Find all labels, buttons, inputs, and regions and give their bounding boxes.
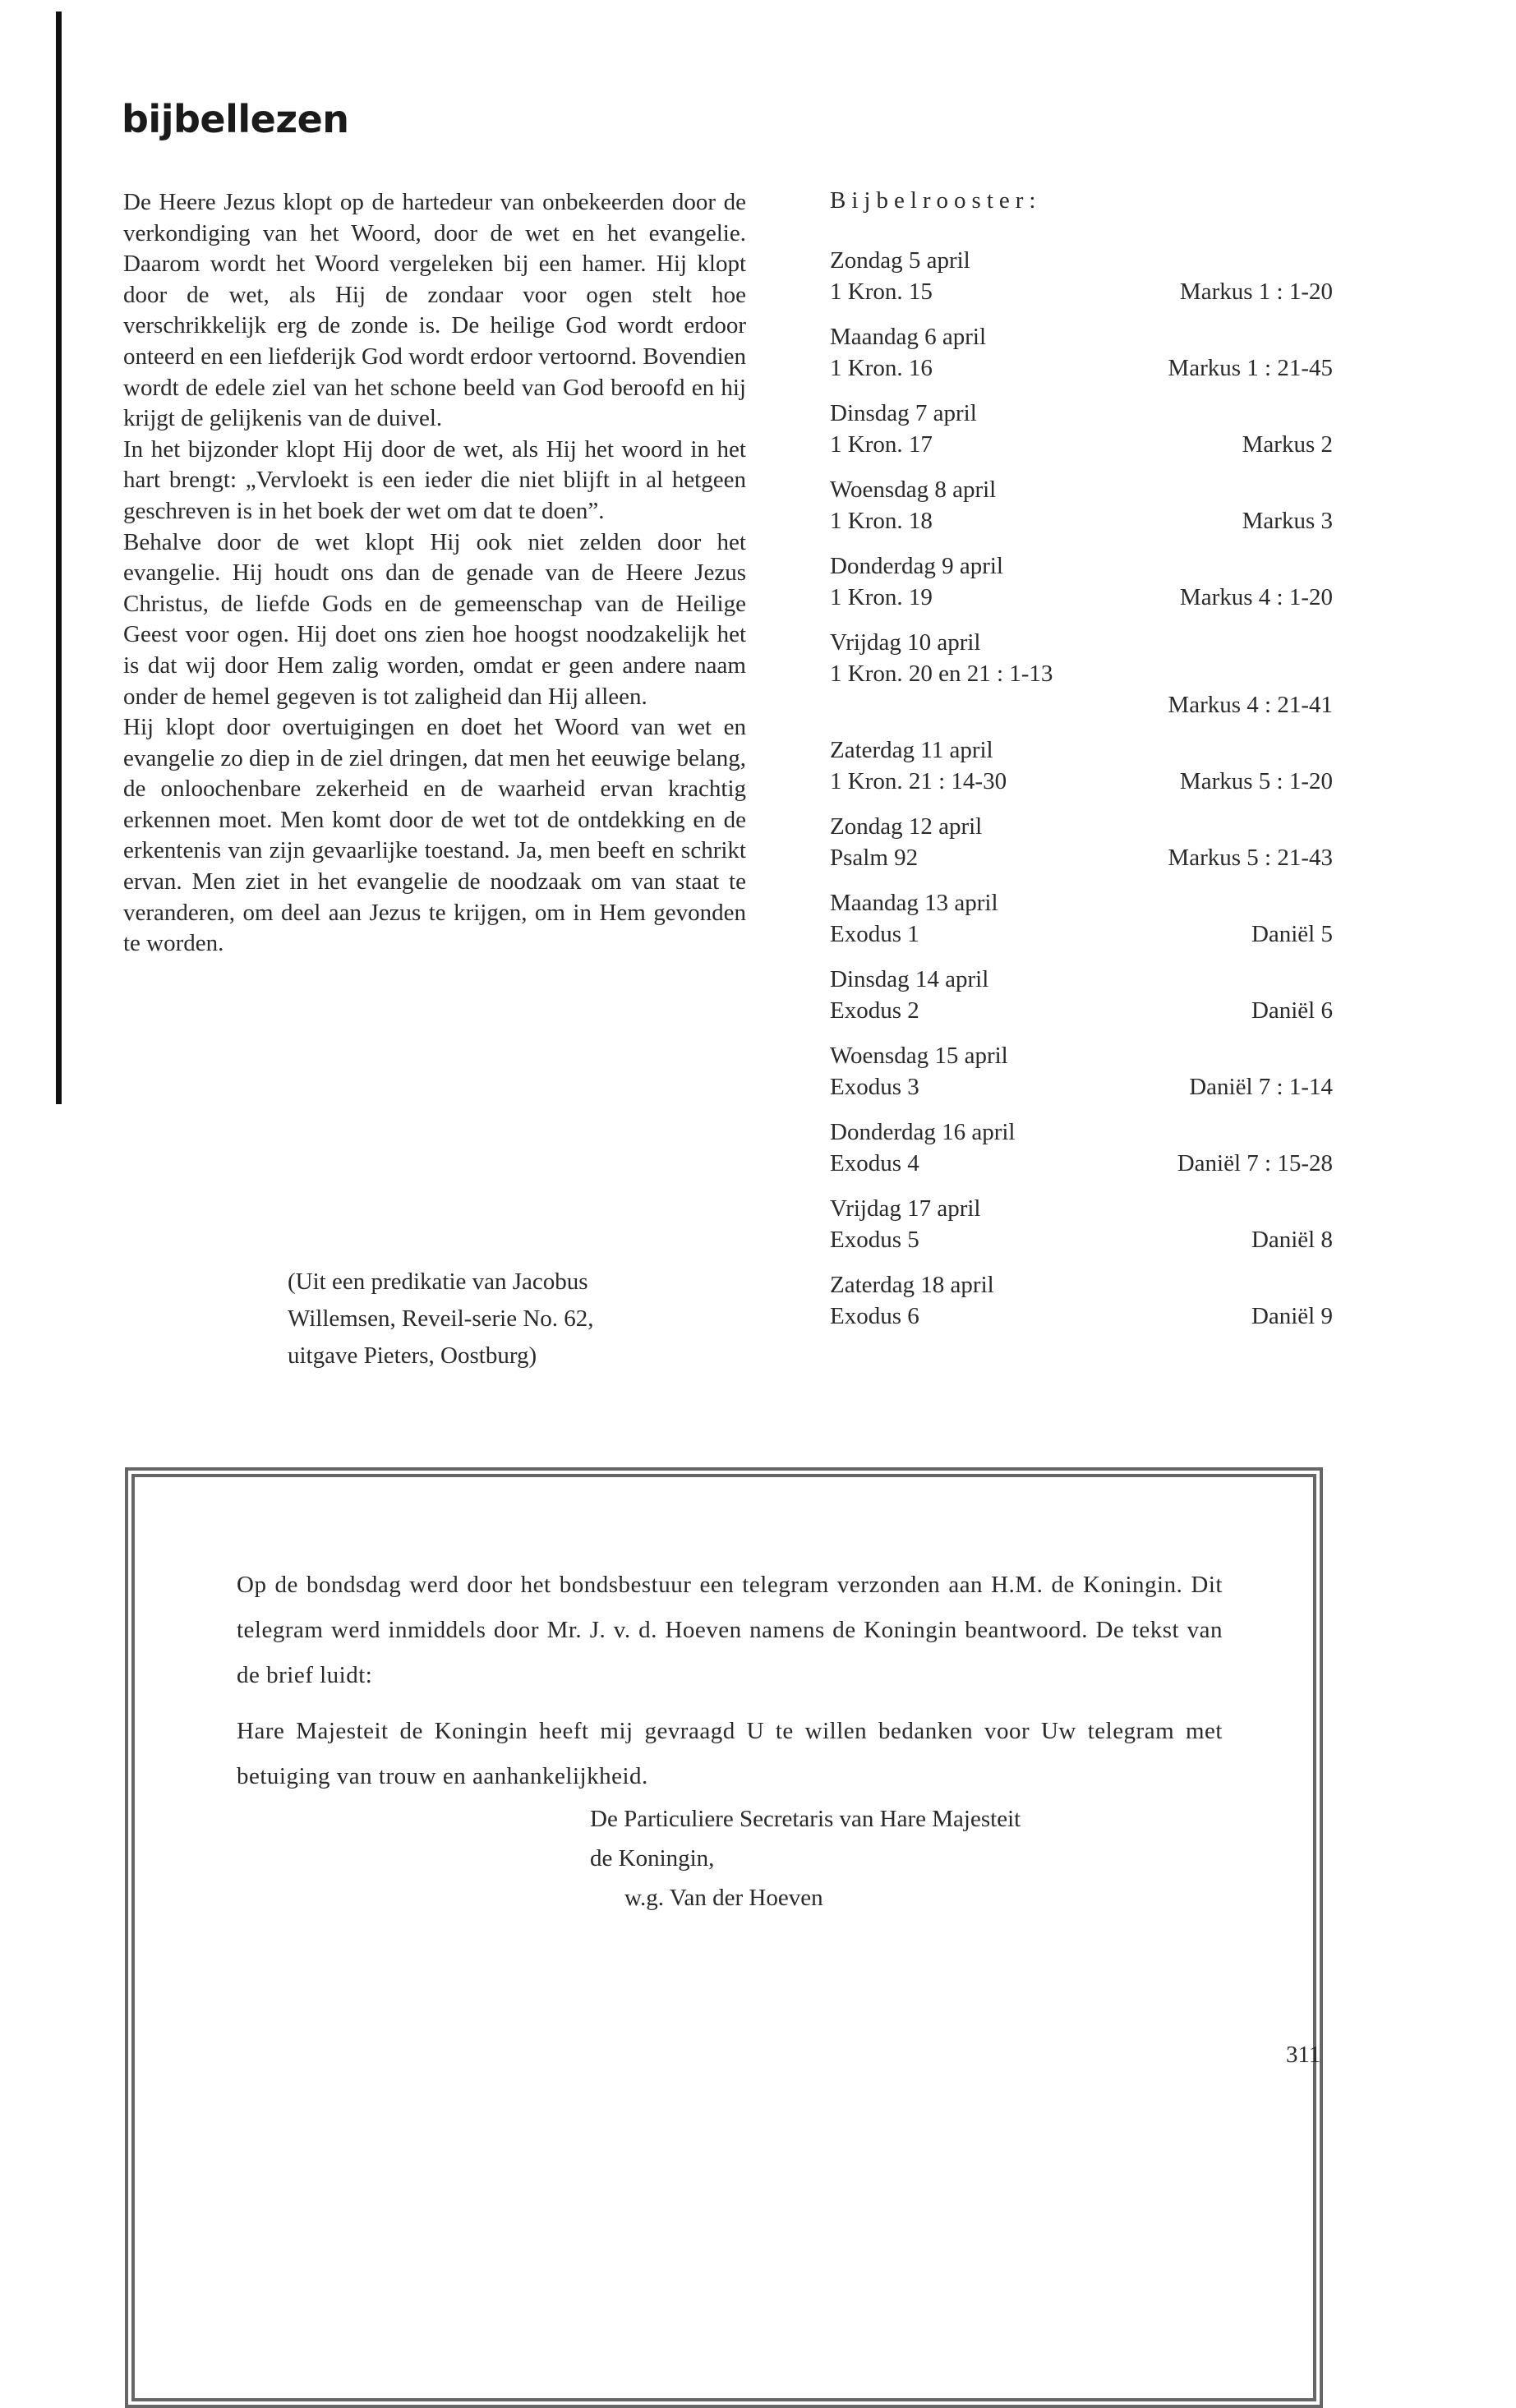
meditation-paragraph: De Heere Jezus klopt op de hartedeur van onbekeerden door de verkondiging van het Woord, door de wet en het evangelie. Daarom wordt het Woord vergeleken bij een hamer. Hij klopt door de wet, als Hij de zondaar voor ogen stelt hoe verschrikkelijk erg de zonde is. De heilige God wordt erdoor onteerd en een liefderijk God wordt erdoor vertoornd. Bovendien wordt de edele ziel van het schone beeld van God beroofd en hij krijgt de gelijkenis van de duivel.: [123, 189, 746, 432]
entry-day: Maandag 13 april: [830, 890, 998, 916]
entry-ot-reading: 1 Kron. 15: [830, 279, 933, 305]
schedule-entry: [830, 627, 1333, 734]
signature-name: w.g. Van der Hoeven: [624, 1885, 823, 1911]
schedule-entry: [830, 474, 1333, 550]
entry-day: Donderdag 9 april: [830, 553, 1003, 579]
notice-intro: Op de bondsdag werd door het bondsbestuur een telegram verzonden aan H.M. de Koningin. Dit telegram werd inmiddels door Mr. J. v. d. Hoeven namens de Koningin beantwoord. De tekst van de brief luidt:: [237, 1572, 1223, 1688]
entry-day: Maandag 6 april: [830, 324, 987, 350]
entry-nt-reading: Daniël 7 : 15-28: [1177, 1150, 1333, 1176]
schedule-entry: [830, 321, 1333, 398]
entry-ot-reading: Exodus 5: [830, 1227, 919, 1253]
entry-ot-reading: 1 Kron. 18: [830, 508, 933, 534]
page-number: 311: [1286, 2042, 1321, 2068]
meditation-paragraph: Behalve door de wet klopt Hij ook niet zelden door het evangelie. Hij houdt ons dan de genade van de Heere Jezus Christus, de liefde Gods en de gemeenschap van de Heilige Geest voor ogen. Hij doet ons zien hoe hoogst noodzakelijk het is dat wij door Hem zalig worden, omdat er geen andere naam onder de hemel gegeven is tot zaligheid dan Hij alleen.: [123, 528, 746, 710]
source-line: (Uit een predikatie van Jacobus: [288, 1268, 588, 1295]
entry-day: Woensdag 8 april: [830, 477, 997, 503]
schedule-entry: [830, 811, 1333, 887]
entry-ot-reading: 1 Kron. 19: [830, 584, 933, 610]
entry-nt-reading: Markus 5 : 1-20: [1179, 768, 1333, 794]
schedule-entry: [830, 1040, 1333, 1117]
schedule-entry: [830, 887, 1333, 964]
entry-ot-reading: Psalm 92: [830, 845, 919, 871]
meditation-source: [288, 1264, 748, 1374]
bible-schedule: [830, 245, 1333, 1346]
entry-ot-reading: 1 Kron. 16: [830, 355, 933, 381]
entry-ot-reading: 1 Kron. 20 en 21 : 1-13: [830, 661, 1053, 687]
schedule-entry: [830, 245, 1333, 321]
entry-day: Zaterdag 11 april: [830, 737, 993, 763]
entry-nt-reading: Daniël 8: [1251, 1227, 1333, 1253]
meditation-paragraph: In het bijzonder klopt Hij door de wet, als Hij het woord in het hart brengt: „Vervloekt is een ieder die niet blijft in al hetgeen geschreven is in het boek der wet om dat te doen”.: [123, 435, 746, 524]
entry-day: Dinsdag 14 april: [830, 966, 989, 992]
signature-line: de Koningin,: [590, 1845, 715, 1872]
schedule-entry: [830, 1269, 1333, 1346]
entry-nt-reading: Markus 3: [1242, 508, 1333, 534]
entry-ot-reading: 1 Kron. 17: [830, 431, 933, 458]
entry-day: Zondag 12 april: [830, 813, 983, 840]
entry-nt-reading: Daniël 5: [1251, 921, 1333, 947]
entry-nt-reading: Daniël 6: [1251, 997, 1333, 1024]
page-heading: bijbellezen: [122, 97, 349, 141]
source-line: Willemsen, Reveil-serie No. 62,: [288, 1305, 594, 1332]
schedule-title: Bijbelrooster:: [830, 187, 1042, 214]
entry-nt-reading: Markus 1 : 21-45: [1168, 355, 1333, 381]
entry-ot-reading: 1 Kron. 21 : 14-30: [830, 768, 1007, 794]
schedule-entry: [830, 734, 1333, 811]
entry-ot-reading: Exodus 6: [830, 1303, 919, 1329]
entry-day: Vrijdag 17 april: [830, 1195, 981, 1222]
notice-message: Hare Majesteit de Koningin heeft mij gevraagd U te willen bedanken voor Uw telegram met betuiging van trouw en aanhankelijkheid.: [237, 1718, 1223, 1789]
entry-ot-reading: Exodus 3: [830, 1074, 919, 1100]
entry-nt-reading: Daniël 7 : 1-14: [1189, 1074, 1333, 1100]
entry-day: Dinsdag 7 april: [830, 400, 977, 426]
margin-rule: [56, 12, 62, 1104]
schedule-entry: [830, 1117, 1333, 1193]
signature-line: De Particuliere Secretaris van Hare Majesteit: [590, 1806, 1021, 1832]
schedule-entry: [830, 964, 1333, 1040]
entry-ot-reading: Exodus 2: [830, 997, 919, 1024]
entry-nt-reading: Markus 4 : 1-20: [1179, 584, 1333, 610]
schedule-entry: [830, 398, 1333, 474]
telegram-notice: [237, 1563, 1223, 1799]
entry-nt-reading: Markus 1 : 1-20: [1179, 279, 1333, 305]
entry-day: Zaterdag 18 april: [830, 1272, 994, 1298]
entry-nt-reading: Markus 4 : 21-41: [1168, 692, 1333, 718]
schedule-entry: [830, 1193, 1333, 1269]
entry-ot-reading: Exodus 1: [830, 921, 919, 947]
meditation-paragraph: Hij klopt door overtuigingen en doet het Woord van wet en evangelie zo diep in de ziel dringen, dat men het eeuwige belang, de onloochenbare zekerheid en de waarheid ervan krachtig erkennen moet. Men komt door de wet tot de ontdekking en de erkentenis van zijn gevaarlijke toestand. Ja, men beeft en schrikt ervan. Men ziet in het evangelie de noodzaak om van staat te veranderen, om deel aan Jezus te krijgen, om in Hem gevonden te worden.: [123, 714, 746, 957]
entry-day: Woensdag 15 april: [830, 1043, 1008, 1069]
meditation-text: [123, 187, 746, 960]
source-line: uitgave Pieters, Oostburg): [288, 1342, 537, 1369]
entry-nt-reading: Daniël 9: [1251, 1303, 1333, 1329]
entry-day: Vrijdag 10 april: [830, 629, 981, 656]
entry-ot-reading: Exodus 4: [830, 1150, 919, 1176]
schedule-entry: [830, 550, 1333, 627]
entry-day: Donderdag 16 april: [830, 1119, 1016, 1145]
entry-nt-reading: Markus 2: [1242, 431, 1333, 458]
notice-signature: [590, 1799, 1021, 1918]
entry-nt-reading: Markus 5 : 21-43: [1168, 845, 1333, 871]
entry-day: Zondag 5 april: [830, 247, 970, 274]
